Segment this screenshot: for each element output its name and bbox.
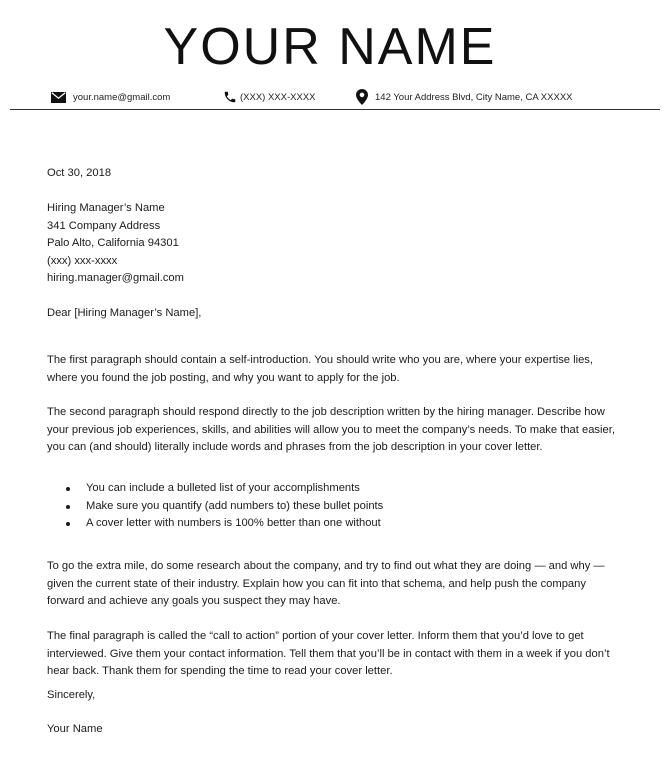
- contact-email: [51, 87, 170, 107]
- recipient-street: 341 Company Address: [47, 219, 161, 232]
- signature-name: Your Name: [47, 723, 103, 735]
- paragraph-research: To go the extra mile, do some research about the company, and try to find out what they are doing — and why — given the current state of their industry. Explain how you can fit into that schema, and help push the company forward and achieve any goals you suspect they may have.: [47, 560, 605, 608]
- letter-date: Oct 30, 2018: [47, 167, 112, 179]
- contact-bar: [0, 87, 660, 107]
- paragraph-call-to-action: The final paragraph is called the “call to action” portion of your cover letter. Inform them that you’d love to get interviewed. Give them your contact information. Tell them that you’ll be in contact with them in a week if you don’t hear back. Thank them for spending the time to read your cover letter.: [47, 630, 610, 678]
- map-pin-icon: [356, 89, 375, 105]
- list-item: A cover letter with numbers is 100% better than one without: [66, 515, 626, 533]
- salutation: Dear [Hiring Manager’s Name],: [47, 307, 202, 319]
- closing: Sincerely,: [47, 689, 96, 701]
- list-item: Make sure you quantify (add numbers to) these bullet points: [66, 498, 626, 516]
- recipient-city: Palo Alto, California 94301: [47, 237, 179, 249]
- envelope-icon: [51, 92, 73, 103]
- recipient-name: Hiring Manager’s Name: [47, 202, 165, 214]
- recipient-phone: (xxx) xxx-xxxx: [47, 254, 118, 267]
- paragraph-introduction: The first paragraph should contain a self-introduction. You should write who you are, where your expertise lies, where you found the job posting, and why you want to apply for the job.: [47, 354, 594, 384]
- address-text: 142 Your Address Blvd, City Name, CA XXXXX: [375, 91, 573, 103]
- applicant-name-heading: YOUR NAME: [163, 18, 497, 76]
- paragraph-job-fit: The second paragraph should respond directly to the job description written by the hiring manager. Describe how your previous job experiences, skills, and abilities will allow you to meet the company’s needs. To make that easier, you can (and should) literally include words and phrases from the job description in your cover letter.: [47, 406, 615, 454]
- recipient-email: hiring.manager@gmail.com: [47, 272, 184, 284]
- email-text: your.name@gmail.com: [73, 91, 171, 103]
- accomplishments-list: [66, 480, 626, 533]
- contact-phone: [223, 87, 316, 107]
- header-divider: [10, 109, 660, 110]
- phone-icon: [223, 90, 240, 104]
- contact-address: [356, 87, 573, 107]
- recipient-block: [47, 200, 617, 288]
- list-item: You can include a bulleted list of your accomplishments: [66, 480, 626, 498]
- phone-text: (XXX) XXX-XXXX: [240, 91, 316, 103]
